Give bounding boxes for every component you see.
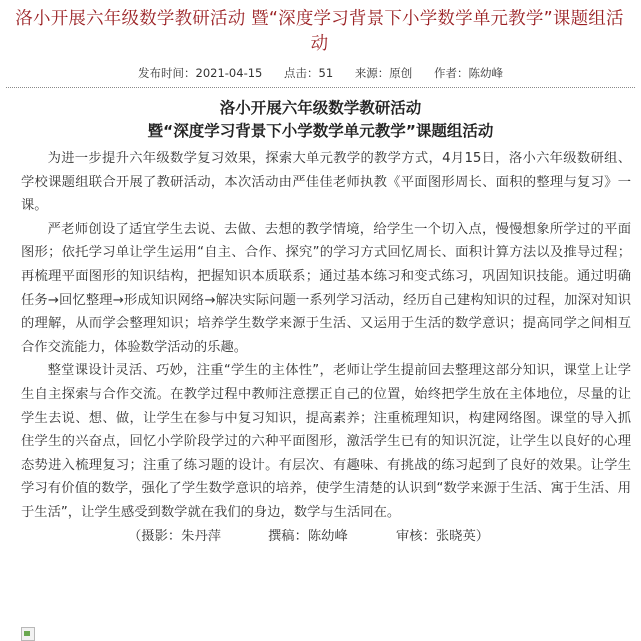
broken-image-icon [21,627,35,641]
publish-time: 发布时间：2021-04-15 [138,66,263,80]
article-source: 来源：原创 [354,66,413,80]
article-body [21,147,631,525]
article-heading-line1: 洛小开展六年级数学教研活动 [219,99,422,117]
article-meta [0,64,641,82]
credit-writer: 撰稿：陈幼峰 [268,528,348,544]
paragraph: 为进一步提升六年级数学复习效果，探索大单元教学的教学方式，4月15日，洛小六年级数研组、学校课题组联合开展了教研活动，本次活动由严佳佳老师执教《平面图形周长、面积的整理与复习》一课。 [21,151,631,214]
paragraph: 整堂课设计灵活、巧妙，注重“学生的主体性”，老师让学生提前回去整理这部分知识，课堂上让学生自主探索与合作交流。在教学过程中教师注意摆正自己的位置，始终把学生放在主体地位，尽量的让学生去说、想、做，让学生在参与中复习知识，提高素养；注重梳理知识，构建网络图。课堂的导入抓住学生的兴奋点，回忆小学阶段学过的六种平面图形，激活学生已有的知识沉淀，让学生以良好的心理态势进入梳理复习；注重了练习题的设计。有层次、有趣味、有挑战的练习起到了良好的效果。让学生学习有价值的数学，强化了学生数学意识的培养，使学生清楚的认识到“数学来源于生活、寓于生活、用于生活”，让学生感受到数学就在我们的身边，数学与生活同在。 [21,363,631,520]
credit-reviewer: 审核：张晓英） [396,528,490,544]
paragraph: 严老师创设了适宜学生去说、去做、去想的教学情境，给学生一个切入点，慢慢想象所学过的平面图形；依托学习单让学生运用“自主、合作、探究”的学习方式回忆周长、面积计算方法以及推导过程；再梳理平面图形的知识结构，把握知识本质联系；通过基本练习和变式练习，巩固知识技能。通过明确任务→回忆整理→形成知识网络→解决实际问题一系列学习活动，经历自己建构知识的过程，加深对知识的理解，从而学会整理知识；培养学生数学来源于生活、又运用于生活的数学意识；提高同学之间相互合作交流能力，体验数学活动的乐趣。 [21,221,631,355]
page-title: 洛小开展六年级数学教研活动 暨“深度学习背景下小学数学单元教学”课题组活动 [15,9,624,54]
article-credits [0,525,641,549]
credit-photographer: （摄影：朱丹萍 [128,528,222,544]
article-author: 作者：陈幼峰 [433,66,503,80]
meta-divider [6,87,635,88]
click-count: 点击：51 [284,66,334,80]
article-heading-line2: 暨“深度学习背景下小学数学单元教学”课题组活动 [147,122,494,140]
